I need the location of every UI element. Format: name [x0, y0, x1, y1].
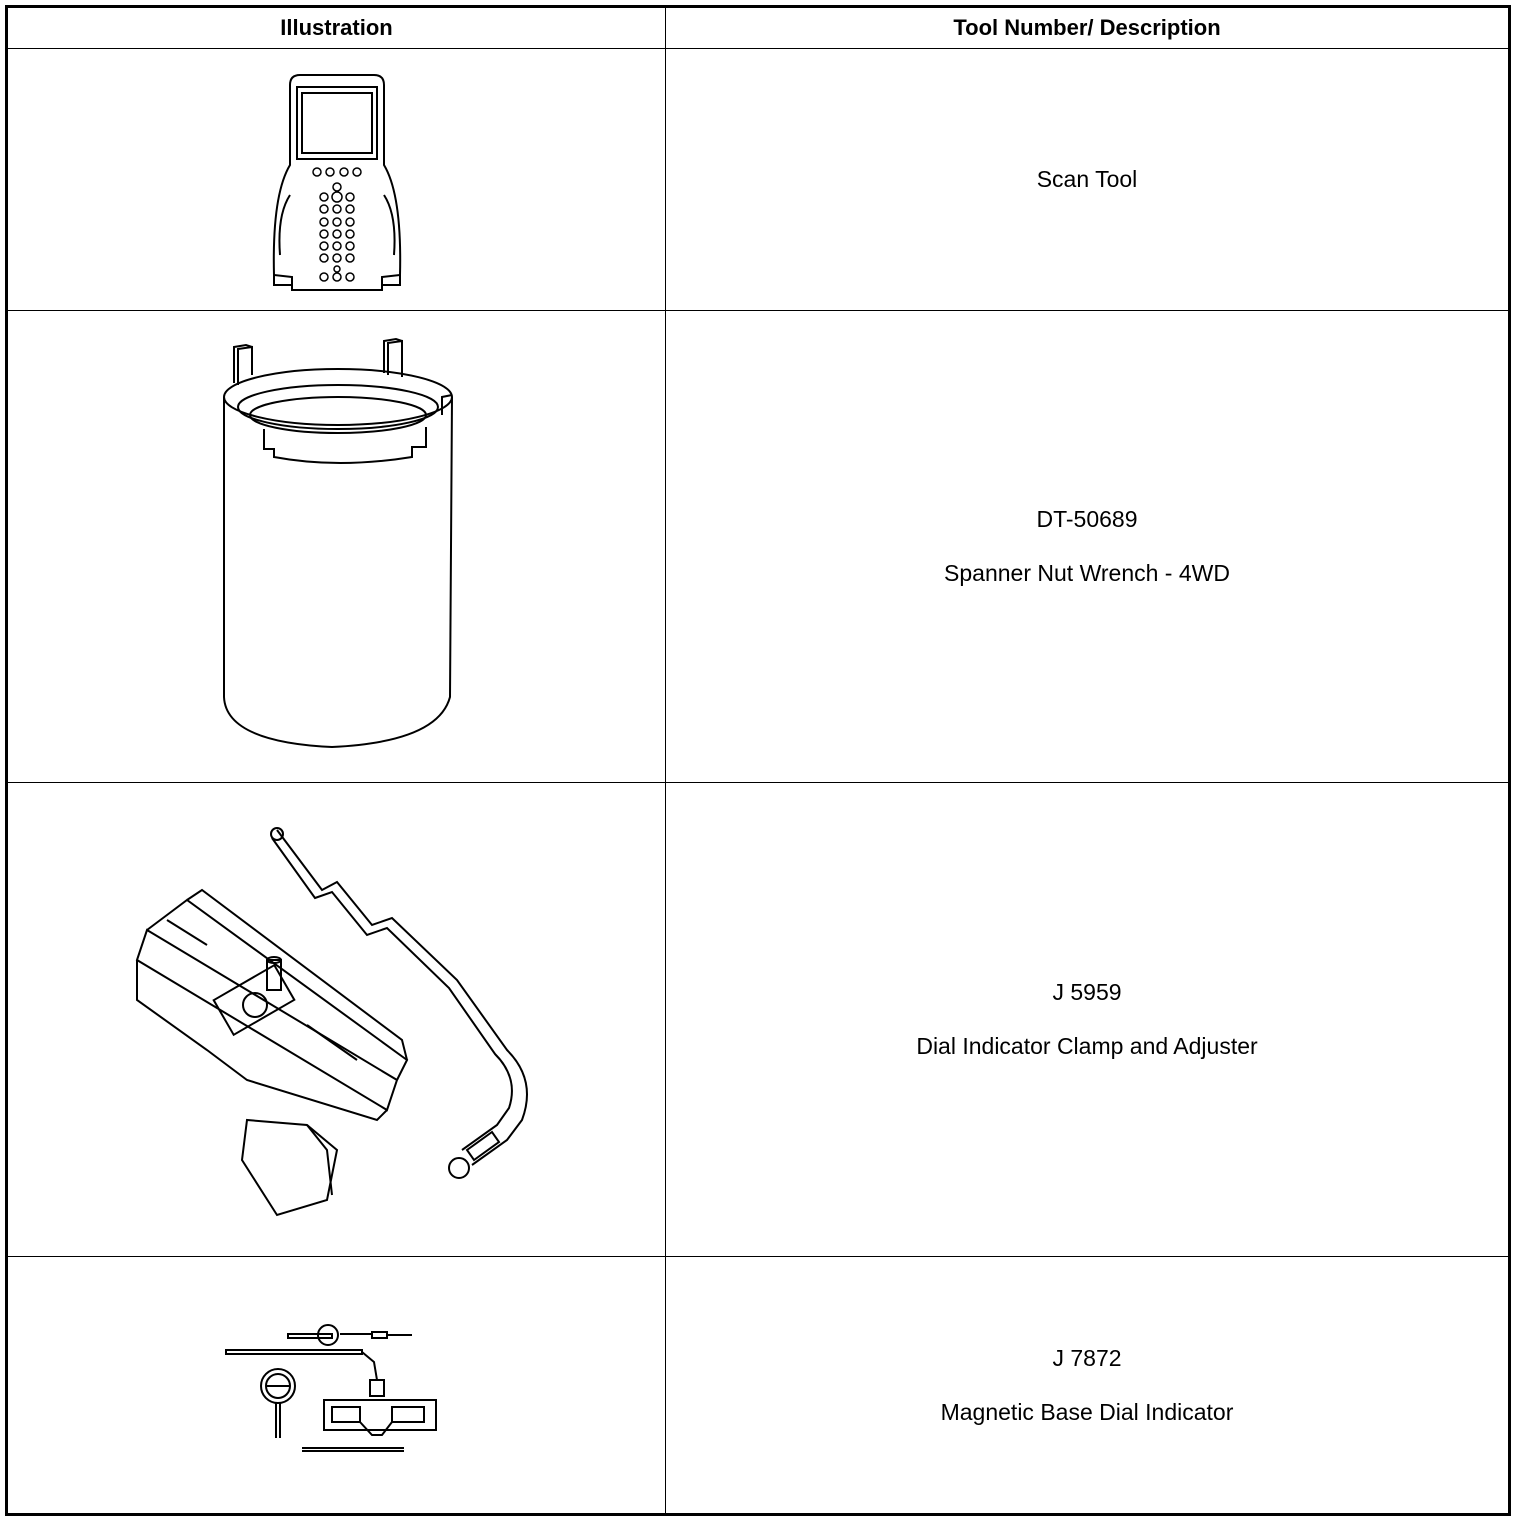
illustration-cell	[7, 783, 666, 1257]
dial-indicator-clamp-icon	[127, 820, 547, 1220]
tool-number: J 7872	[1052, 1344, 1122, 1371]
tool-description: Magnetic Base Dial Indicator	[940, 1398, 1234, 1425]
tool-description: Scan Tool	[1036, 166, 1138, 192]
tool-number: DT-50689	[1036, 506, 1138, 532]
header-illustration: Illustration	[7, 7, 666, 49]
table-row	[7, 1257, 1510, 1515]
header-tool-number-description: Tool Number/ Description	[666, 7, 1510, 49]
special-tools-table	[5, 5, 1511, 1516]
scan-tool-icon	[262, 65, 412, 295]
description-cell	[666, 49, 1510, 311]
description-cell	[666, 783, 1510, 1257]
tool-description: Dial Indicator Clamp and Adjuster	[916, 1033, 1258, 1059]
illustration-cell	[7, 311, 666, 783]
tool-number: J 5959	[1052, 979, 1122, 1005]
table-row	[7, 49, 1510, 311]
table-row	[7, 783, 1510, 1257]
magnetic-base-dial-indicator-icon	[222, 1310, 452, 1460]
spanner-nut-wrench-icon	[212, 337, 462, 757]
table-header-row	[7, 7, 1510, 49]
tool-description: Spanner Nut Wrench - 4WD	[944, 560, 1230, 586]
description-cell	[666, 311, 1510, 783]
table-row	[7, 311, 1510, 783]
illustration-cell	[7, 1257, 666, 1515]
description-cell	[666, 1257, 1510, 1515]
illustration-cell	[7, 49, 666, 311]
